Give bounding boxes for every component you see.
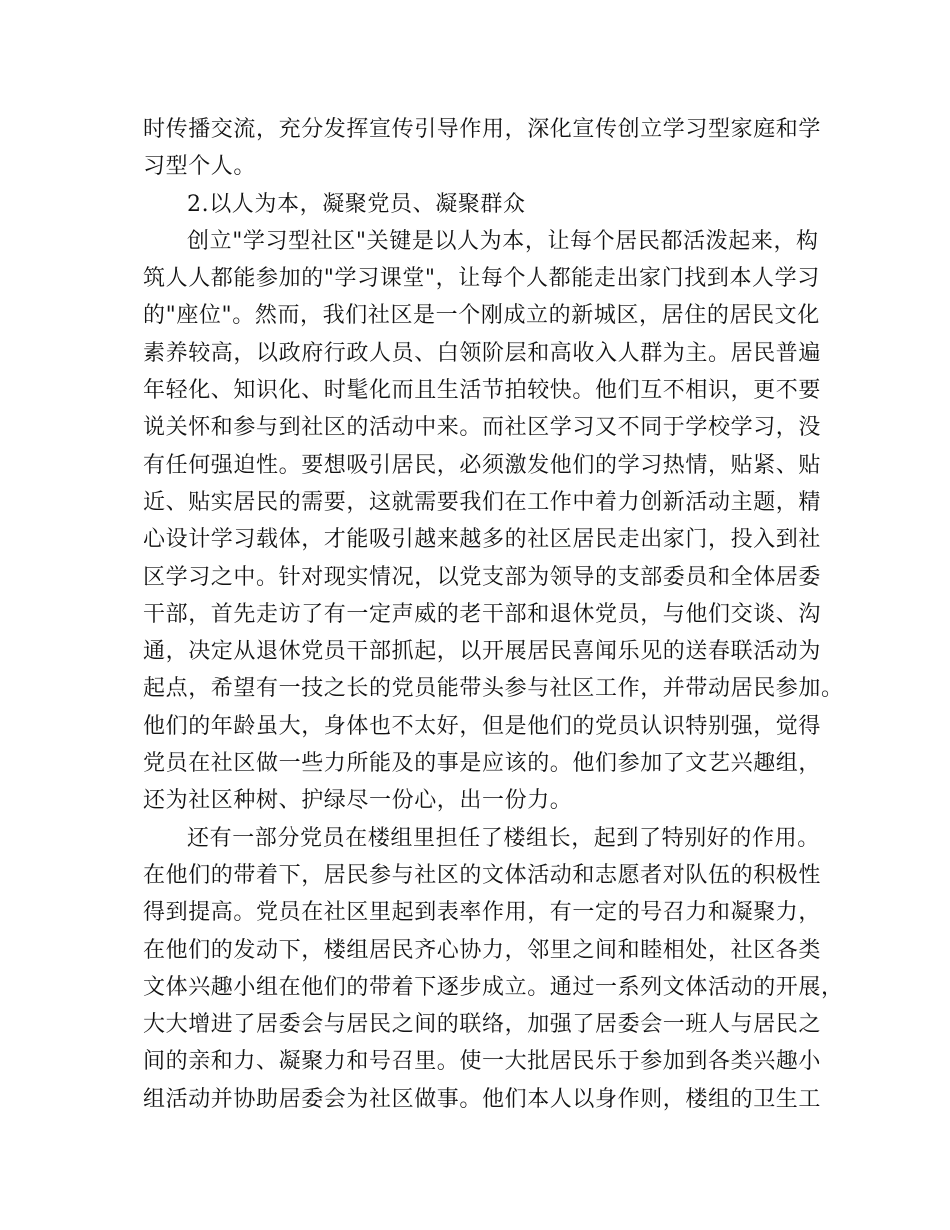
- text-line: 筑人人都能参加的"学习课堂"，让每个人都能走出家门找到本人学习: [143, 266, 820, 292]
- text-line: 习型个人。: [143, 154, 257, 180]
- text-line: 间的亲和力、凝聚力和号召里。使一大批居民乐于参加到各类兴趣小: [143, 1049, 822, 1075]
- text-line: 创立"学习型社区"关键是以人为本，让每个居民都活泼起来，构: [187, 228, 819, 254]
- text-line: 时传播交流，充分发挥宣传引导作用，深化宣传创立学习型家庭和学: [143, 117, 822, 142]
- text-line: 文体兴趣小组在他们的带着下逐步成立。通过一系列文体活动的开展，: [143, 974, 844, 1000]
- text-line: 说关怀和参与到社区的活动中来。而社区学习又不同于学校学习，没: [143, 415, 822, 441]
- text-line: 得到提高。党员在社区里起到表率作用，有一定的号召力和凝聚力，: [143, 900, 822, 926]
- text-line: 有任何强迫性。要想吸引居民，必须激发他们的学习热情，贴紧、贴: [143, 452, 822, 478]
- text-line: 心设计学习载体，才能吸引越来越多的社区居民走出家门，投入到社: [143, 527, 822, 553]
- text-line: 区学习之中。针对现实情况，以党支部为领导的支部委员和全体居委: [143, 564, 822, 590]
- text-line: 组活动并协助居委会为社区做事。他们本人以身作则，楼组的卫生工: [143, 1086, 822, 1112]
- text-line: 还为社区种树、护绿尽一份心，出一份力。: [143, 788, 573, 814]
- text-line: 通，决定从退休党员干部抓起，以开展居民喜闻乐见的送春联活动为: [143, 639, 822, 665]
- text-line: 干部，首先走访了有一定声威的老干部和退休党员，与他们交谈、沟: [143, 601, 822, 627]
- text-line: 的"座位"。然而，我们社区是一个刚成立的新城区，居住的居民文化: [143, 303, 820, 329]
- text-line: 他们的年龄虽大，身体也不太好，但是他们的党员认识特别强，觉得: [143, 713, 822, 739]
- text-line: 年轻化、知识化、时髦化而且生活节拍较快。他们互不相识，更不要: [143, 378, 822, 404]
- text-line: 还有一部分党员在楼组里担任了楼组长，起到了特别好的作用。: [187, 825, 820, 851]
- text-line: 党员在社区做一些力所能及的事是应该的。他们参加了文艺兴趣组，: [143, 751, 822, 777]
- text-line: 大大增进了居委会与居民之间的联络，加强了居委会一班人与居民之: [143, 1012, 822, 1038]
- text-line: 在他们的发动下，楼组居民齐心协力，邻里之间和睦相处，社区各类: [143, 937, 822, 963]
- text-line: 近、贴实居民的需要，这就需要我们在工作中着力创新活动主题，精: [143, 489, 822, 515]
- text-line: 2.以人为本，凝聚党员、凝聚群众: [187, 191, 526, 217]
- text-line: 起点，希望有一技之长的党员能带头参与社区工作，并带动居民参加。: [143, 676, 844, 702]
- document-body: [143, 111, 844, 1118]
- text-line: 在他们的带着下，居民参与社区的文体活动和志愿者对队伍的积极性: [143, 862, 822, 888]
- text-line: 素养较高，以政府行政人员、白领阶层和高收入人群为主。居民普遍: [143, 340, 822, 366]
